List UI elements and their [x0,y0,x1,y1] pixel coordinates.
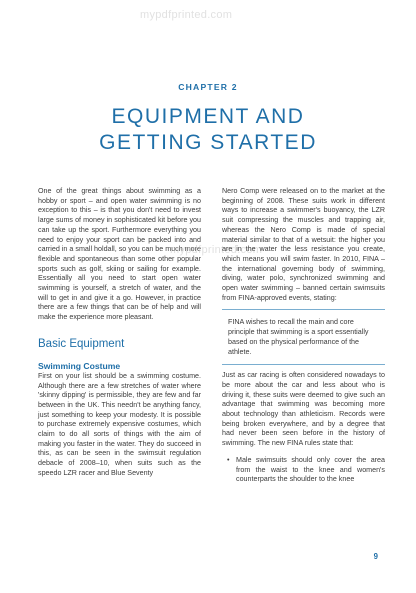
section-heading-basic-equipment: Basic Equipment [38,337,125,350]
watermark-top: mypdfprinted.com [140,9,233,21]
continued-paragraph: Nero Comp were released on to the market at the beginning of 2008. These suits work in different ways to increase a swimmer's buoyancy, the LZR suit compressing the muscles and trapping air, whereas the Nero Comp is made of special material similar to that of a wetsuit: the higher you are in the water the less resistance you create, which means you will swim faster. In 2010, FINA – the international governing body of swimming, diving, water polo, synchronized swimming and open water swimming – banned certain swimsuits from FINA-approved events, stating: [222,187,385,302]
chapter-label: CHAPTER 2 [178,82,238,92]
page-number: 9 [373,552,378,561]
left-column [38,187,201,479]
chapter-title [0,104,416,156]
after-quote-paragraph: Just as car racing is often considered nowadays to be more about the car and less about who is driving it, these suits were deemed to give such an advantage that swimming was becoming more about technology than athleticism. Records were being broken everywhere, and by a degree that had never been seen before in the history of swimming. The new FINA rules state that: [222,371,385,448]
quote-rule-top [222,309,385,310]
right-column [222,187,385,485]
chapter-title-line-2: GETTING STARTED [99,131,317,154]
quote-rule-bottom [222,364,385,365]
intro-paragraph: One of the great things about swimming as a hobby or sport – and open water swimming is no exception to this – is that you don't need to invest large sums of money in sophisticated kit before you can take up the sport. Furthermore everything you need to enjoy your sport can be packed into and carried in a small holdall, so you can be much more flexible and spontaneous than some other popular sports such as golf, skiing or sailing for example. Essentially all you need to start open water swimming is yourself, a stretch of water, and the will to get in and give it a go. However, in practice there are a few things that can be of help and will make the experience more pleasant. [38,187,201,322]
bullet-item [222,456,385,485]
fina-quote: FINA wishes to recall the main and core principle that swimming is a sport essentially based on the physical performance of the athlete. [228,318,369,356]
subheading-swimming-costume: Swimming Costume [38,360,121,371]
costume-paragraph: First on your list should be a swimming costume. Although there are a few stretches of water where 'skinny dipping' is permissible, they are few and far between in the UK. This needn't be anything fancy, just something to keep your modesty. It is possible to purchase extremely expensive costumes, which claim to do all sorts of things with the aim of making you faster in the water. They do succeed in this, as can be seen in the swimsuit regulation debacle of 2008–10, when suits such as the speedo LZR racer and Blue Seventy [38,371,201,477]
bullet-dot-icon: • [227,455,230,464]
chapter-title-line-1: EQUIPMENT AND [111,105,305,128]
bullet-text: Male swimsuits should only cover the area from the waist to the knee and women's counterparts the shoulder to the knee [236,455,385,484]
watermark-middle: mypdfprinted.com [170,244,263,256]
